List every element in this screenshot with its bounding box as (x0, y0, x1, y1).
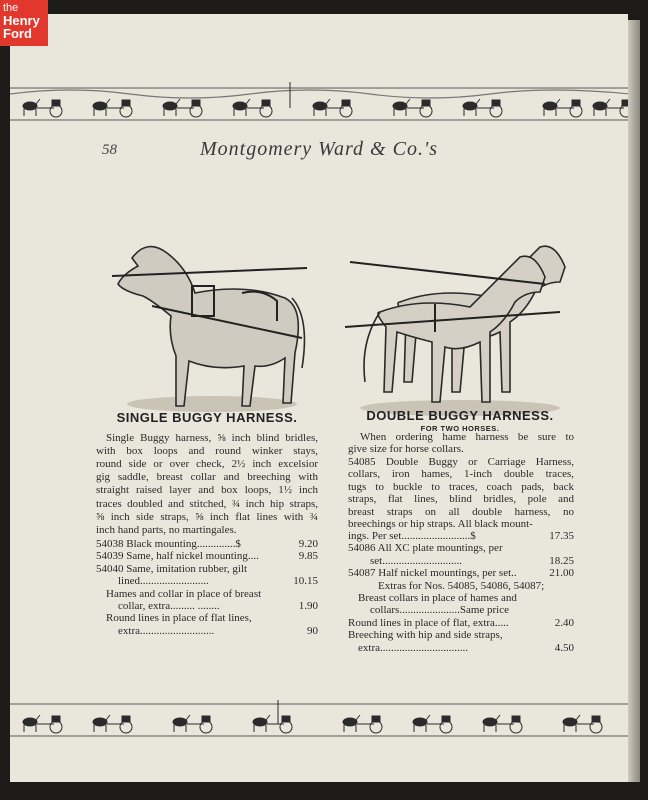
item-price: 10.15 (293, 575, 318, 588)
item-description: ings. Per set.........................$ (348, 530, 476, 542)
text-line: straight raised layer and box loops, 1½ inch (96, 484, 318, 497)
text-line: When ordering hame harness be sure to (360, 431, 574, 443)
text-line: 54085 Double Buggy or Carriage Harness, (348, 456, 574, 468)
item-description: 54086 All XC plate mountings, per (348, 542, 503, 555)
text-line: inch hand parts, no martingales. (96, 523, 237, 536)
price-row (96, 550, 318, 562)
price-row (96, 538, 318, 550)
price-row (96, 563, 318, 575)
item-description: 54039 Same, half nickel mounting.... (96, 550, 259, 563)
price-row (370, 604, 574, 616)
text-line: traces doubled and stitched, ¾ inch hip straps, (96, 497, 318, 510)
double-horse-illustration (340, 232, 580, 418)
item-description: Extras for Nos. 54085, 54086, 54087; (378, 579, 545, 592)
price-row (358, 592, 574, 604)
text-line: with box loops and round winker stays, (96, 445, 318, 458)
price-row (118, 625, 318, 637)
item-description: collars......................Same price (370, 604, 509, 617)
double-harness-title: DOUBLE BUGGY HARNESS. (366, 408, 554, 423)
item-description: extra................................ (358, 641, 468, 654)
item-price: 2.40 (554, 616, 574, 629)
logo-henry: Henry (3, 13, 40, 28)
price-row (378, 580, 574, 592)
text-line: tugs to buckle to traces, coach pads, back (348, 480, 574, 493)
page-edge (628, 20, 640, 782)
item-price: 90 (307, 624, 318, 637)
logo-the: the (3, 2, 19, 14)
top-carriage-border (10, 80, 628, 126)
item-price: 17.35 (549, 530, 574, 542)
item-description: 54040 Same, imitation rubber, gilt (96, 562, 248, 575)
text-line: straps, flat lines, blind bridles, pole and (348, 493, 574, 506)
item-description: 54038 Black mounting..............$ (96, 538, 241, 550)
text-line: Single Buggy harness, ⅝ inch blind bridles, (106, 432, 318, 444)
single-harness-title: SINGLE BUGGY HARNESS. (116, 410, 298, 425)
double-harness-subtitle: FOR TWO HORSES. (420, 424, 500, 433)
item-description: Round lines in place of flat, extra..... (348, 616, 509, 629)
text-line: breast straps on all double harness, no (348, 505, 574, 518)
price-row (106, 612, 318, 624)
page-number: 58 (102, 142, 117, 158)
item-description: Hames and collar in place of breast (106, 587, 262, 600)
price-row (348, 542, 574, 554)
item-description: Breeching with hip and side straps, (348, 629, 503, 642)
item-description: 54087 Half nickel mountings, per set.. (348, 567, 517, 580)
item-description: extra........................... (118, 624, 215, 637)
item-description: set............................. (370, 554, 462, 567)
text-line: collars, iron hames, 1-inch double traces, (348, 468, 574, 481)
bottom-carriage-border (10, 696, 628, 742)
price-row (370, 555, 574, 567)
catalog-page (10, 14, 628, 782)
text-line: gig saddle, breast collar and breeching with (96, 471, 318, 484)
logo-ford: Ford (3, 26, 32, 41)
item-price: 4.50 (554, 641, 574, 654)
price-row (348, 629, 574, 641)
text-line: ⅝ inch side straps, ⅝ inch flat lines with ¾ (96, 510, 318, 523)
item-price: 9.20 (298, 538, 318, 550)
price-row (348, 567, 574, 579)
item-description: collar, extra......... ........ (118, 600, 220, 612)
price-row (348, 530, 574, 542)
text-line: round side or over check, 2½ inch excelsior (96, 458, 318, 471)
running-title: Montgomery Ward & Co.'s (199, 138, 439, 160)
item-description: Round lines in place of flat lines, (106, 612, 252, 625)
price-row (348, 617, 574, 629)
item-description: Breast collars in place of hames and (358, 592, 517, 604)
henry-ford-logo (0, 0, 48, 46)
text-line: breechings or hip straps. All black mount- (348, 518, 533, 530)
item-price: 9.85 (298, 550, 318, 563)
item-price: 21.00 (549, 567, 574, 580)
price-row (358, 642, 574, 654)
item-description: lined......................... (118, 575, 209, 588)
item-price: 1.90 (298, 600, 318, 612)
price-row (118, 600, 318, 612)
item-price: 18.25 (549, 554, 574, 567)
price-row (118, 575, 318, 587)
text-line: give size for horse collars. (348, 443, 464, 456)
single-horse-illustration (92, 228, 314, 414)
price-row (106, 588, 318, 600)
